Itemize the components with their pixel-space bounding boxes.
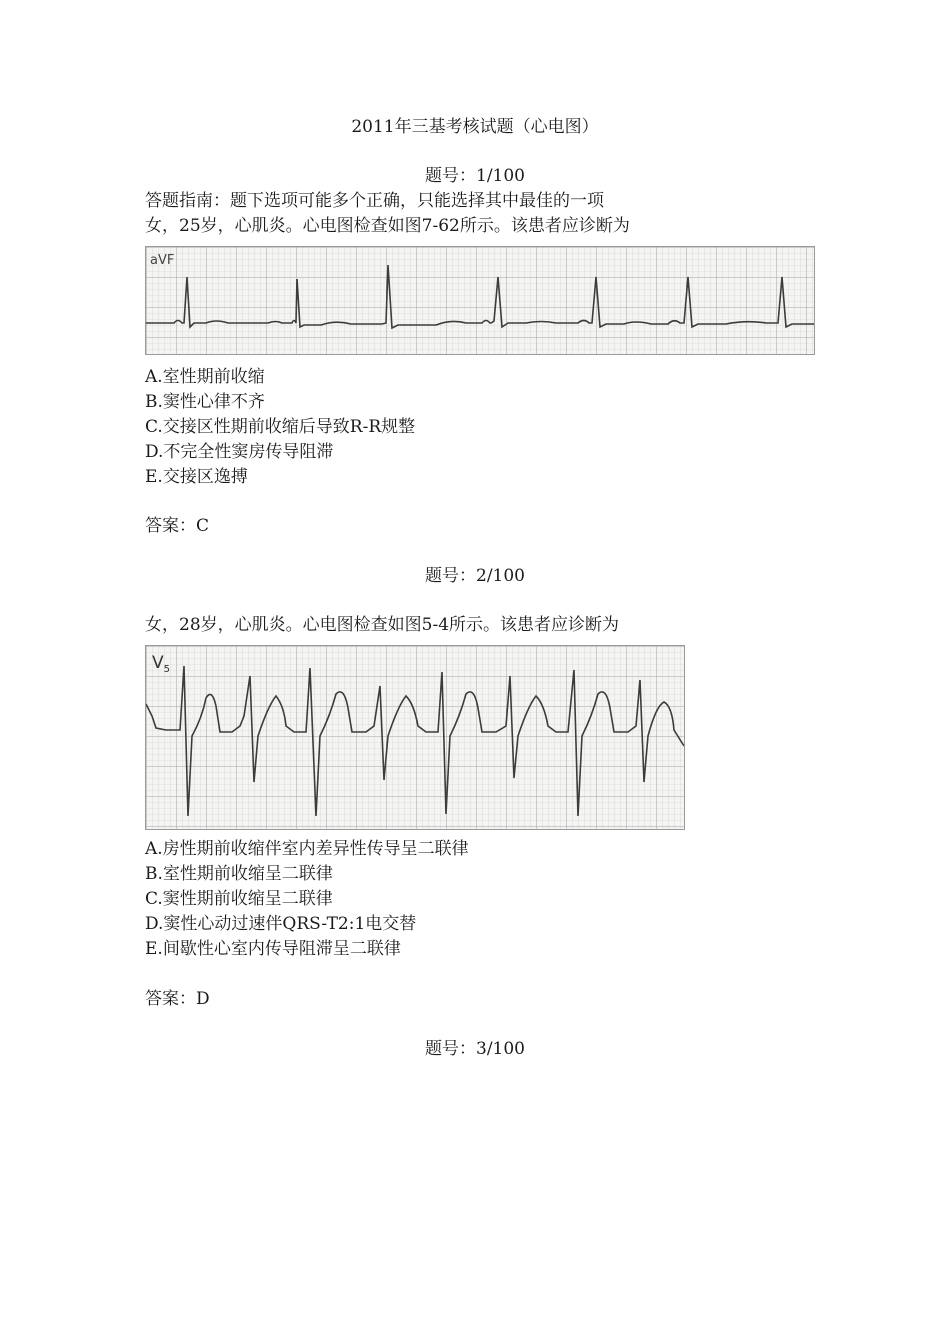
option-item: C.交接区性期前收缩后导致R-R规整 [145,417,416,437]
ecg-strip-avf [145,246,815,355]
answer-guide: 答题指南：题下选项可能多个正确，只能选择其中最佳的一项 [145,191,604,211]
lead-label-avf: aVF [150,253,175,268]
option-item: D.不完全性窦房传导阻滞 [145,442,334,462]
question-stem: 女，28岁，心肌炎。心电图检查如图5-4所示。该患者应诊断为 [145,615,620,635]
option-item: A.室性期前收缩 [145,367,265,387]
option-item: D.窦性心动过速伴QRS-T2:1电交替 [145,914,417,934]
option-item: B.窦性心律不齐 [145,392,265,412]
question-number: 题号：2/100 [425,566,525,586]
question-stem: 女，25岁，心肌炎。心电图检查如图7-62所示。该患者应诊断为 [145,216,630,236]
option-item: E.间歇性心室内传导阻滞呈二联律 [145,939,401,959]
lead-label-v5: $V_5$ [152,653,171,675]
question-number: 题号：3/100 [425,1039,525,1059]
answer-label: 答案：D [145,989,210,1009]
option-item: C.窦性期前收缩呈二联律 [145,889,333,909]
ecg-grid-2 [146,646,684,829]
option-item: E.交接区逸搏 [145,467,248,487]
document-title: 2011年三基考核试题（心电图） [351,117,599,137]
answer-label: 答案：C [145,516,210,536]
ecg-strip-v5 [145,645,685,830]
option-item: A.房性期前收缩伴室内差异性传导呈二联律 [145,839,469,859]
ecg-grid-1 [146,247,814,354]
question-number: 题号：1/100 [425,166,525,186]
option-item: B.室性期前收缩呈二联律 [145,864,333,884]
